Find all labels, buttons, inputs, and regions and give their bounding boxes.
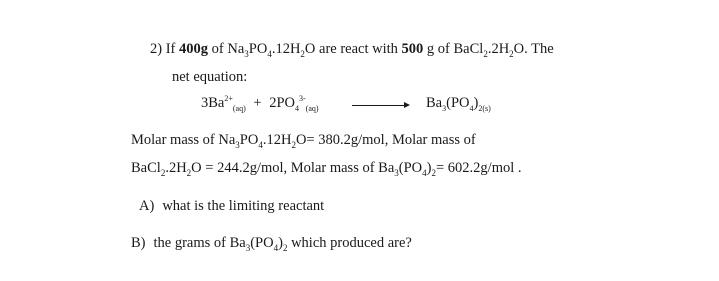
problem-line-2 [172,70,247,85]
phosphate-ion: 2PO [269,95,295,111]
product-text: ) [473,95,479,111]
subscript: 4 [273,242,279,253]
barium-ion: 3Ba [201,95,225,111]
problem-text: O. The [513,41,554,57]
subscript: 2 [300,48,305,59]
subscript: 2 [431,167,436,178]
subscript: 2 [291,139,296,150]
question-label: B) [131,235,146,251]
molar-mass-text: (PO [398,160,423,176]
charge: 2+ [224,94,233,104]
question-text: the grams of Ba [153,235,246,251]
problem-line-1 [150,42,554,57]
problem-text: O are react with [304,41,398,57]
question-text: what is the limiting reactant [162,198,325,214]
subscript: 2 [186,167,192,178]
product-text: Ba [426,95,443,111]
subscript: 4 [422,167,427,178]
subscript: 2(s) [478,103,491,113]
net-equation-label: net equation: [172,69,248,85]
product-text: (PO [446,95,470,111]
plus-sign: + [253,95,262,111]
problem-text: .12H [271,41,301,57]
molar-mass-text: BaCl [131,160,161,176]
subscript: 3 [394,167,399,178]
molar-mass-line-2 [131,161,522,176]
question-text: which produced are? [291,235,412,251]
molar-mass-text: O= 380.2g/mol, Molar mass of [295,132,476,148]
arrow-head-icon [404,102,410,108]
molar-mass-text: .12H [262,132,292,148]
subscript: 3 [235,139,240,150]
subscript: 4 [258,139,263,150]
molar-mass-text: Molar mass of Na [131,132,236,148]
question-text: (PO [250,235,274,251]
state: (aq) [305,103,319,113]
subscript: 3 [245,242,251,253]
problem-text: .2H [487,41,510,57]
subscript: 3 [442,103,447,113]
problem-number: 2) [150,41,163,57]
subscript: 2 [160,167,166,178]
molar-mass-text: ) [426,160,432,176]
question-label: A) [139,198,155,214]
reaction-arrow [352,105,406,106]
subscript: 2 [282,242,288,253]
subscript: 4 [469,103,474,113]
molar-mass-line-1 [131,133,476,148]
molar-mass-text: .2H [165,160,187,176]
subscript: 4 [267,48,272,59]
mass-sodium-phosphate: 400g [179,41,209,57]
question-text: ) [278,235,283,251]
charge: 3- [299,94,306,104]
problem-text: of Na [211,41,245,57]
mass-barium-chloride: 500 [401,41,424,57]
problem-text: g of BaCl [426,41,484,57]
problem-text: PO [248,41,268,57]
subscript: 4 [295,103,299,113]
molar-mass-text: PO [239,132,259,148]
subscript: 3 [244,48,249,59]
net-ionic-equation [201,96,319,111]
state: (aq) [232,103,246,113]
subscript: 2 [483,48,488,59]
question-a [139,199,324,214]
product [426,96,491,111]
subscript: 2 [509,48,514,59]
question-b [131,236,412,251]
molar-mass-text: O = 244.2g/mol, Molar mass of Ba [191,160,395,176]
molar-mass-text: = 602.2g/mol . [436,160,522,176]
problem-text: If [165,41,176,57]
